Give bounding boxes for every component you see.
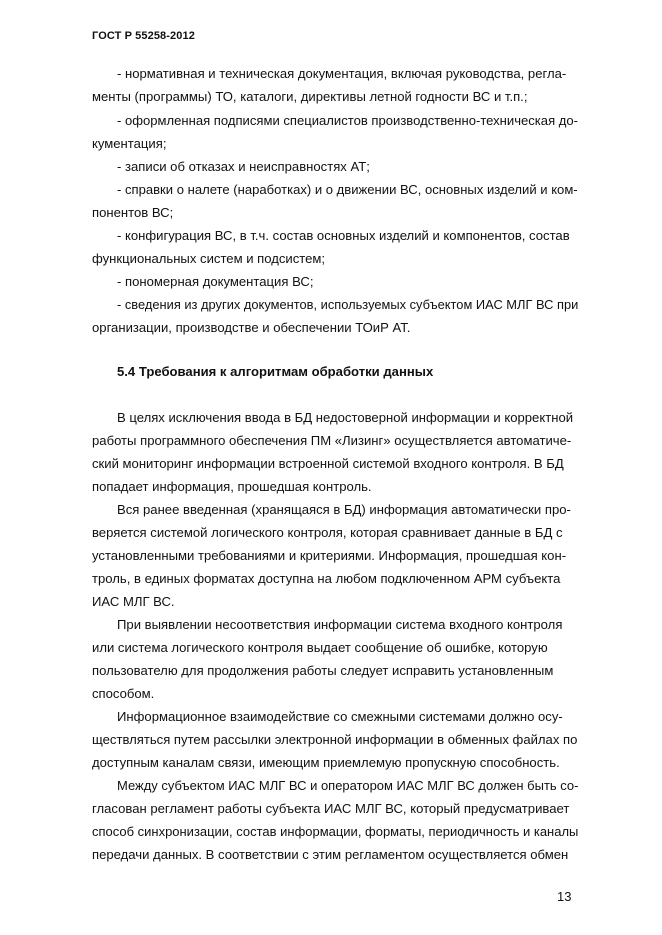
- list-line: - оформленная подписями специалистов производственно-техническая до-: [117, 113, 579, 128]
- body-line: способ синхронизации, состав информации, форматы, периодичность и каналы: [92, 824, 579, 839]
- body-line: доступным каналам связи, имеющим приемлемую пропускную способность.: [92, 755, 560, 770]
- list-line: - конфигурация ВС, в т.ч. состав основных изделий и компонентов, состав: [117, 228, 570, 243]
- body-line: Информационное взаимодействие со смежными системами должно осу-: [117, 709, 563, 724]
- body-line: Между субъектом ИАС МЛГ ВС и оператором ИАС МЛГ ВС должен быть со-: [117, 778, 579, 793]
- body-line: попадает информация, прошедшая контроль.: [92, 479, 372, 494]
- list-line: организации, производстве и обеспечении ТОиР АТ.: [92, 320, 411, 335]
- body-line: способом.: [92, 686, 155, 701]
- body-line: передачи данных. В соответствии с этим регламентом осуществляется обмен: [92, 847, 569, 862]
- body-line: работы программного обеспечения ПМ «Лизинг» осуществляется автоматиче-: [92, 433, 572, 448]
- body-line: В целях исключения ввода в БД недостоверной информации и корректной: [117, 410, 574, 425]
- list-line: - записи об отказах и неисправностях АТ;: [117, 159, 370, 174]
- body-line: веряется системой логического контроля, которая сравнивает данные в БД с: [92, 525, 563, 540]
- list-line: функциональных систем и подсистем;: [92, 251, 326, 266]
- body-line: ществляться путем рассылки электронной информации в обменных файлах по: [92, 732, 578, 747]
- page-number: 13: [557, 889, 572, 904]
- body-line: пользователю для продолжения работы следует исправить установленным: [92, 663, 554, 678]
- body-line: ИАС МЛГ ВС.: [92, 594, 175, 609]
- body-line: установленными требованиями и критериями. Информация, прошедшая кон-: [92, 548, 567, 563]
- body-line: или система логического контроля выдает сообщение об ошибке, которую: [92, 640, 548, 655]
- list-line: - пономерная документация ВС;: [117, 274, 314, 289]
- body-line: Вся ранее введенная (хранящаяся в БД) информация автоматически про-: [117, 502, 571, 517]
- list-line: - справки о налете (наработках) и о движении ВС, основных изделий и ком-: [117, 182, 578, 197]
- body-line: троль, в единых форматах доступна на любом подключенном АРМ субъекта: [92, 571, 561, 586]
- section-heading: 5.4 Требования к алгоритмам обработки данных: [117, 364, 434, 379]
- body-line: При выявлении несоответствия информации система входного контроля: [117, 617, 563, 632]
- body-line: гласован регламент работы субъекта ИАС МЛГ ВС, который предусматривает: [92, 801, 570, 816]
- list-line: кументация;: [92, 136, 167, 151]
- list-line: менты (программы) ТО, каталоги, директивы летной годности ВС и т.п.;: [92, 89, 528, 104]
- list-line: - сведения из других документов, используемых субъектом ИАС МЛГ ВС при: [117, 297, 579, 312]
- document-header: ГОСТ Р 55258-2012: [92, 30, 195, 42]
- body-line: ский мониторинг информации встроенной системой входного контроля. В БД: [92, 456, 564, 471]
- list-line: - нормативная и техническая документация, включая руководства, регла-: [117, 66, 567, 81]
- list-line: понентов ВС;: [92, 205, 174, 220]
